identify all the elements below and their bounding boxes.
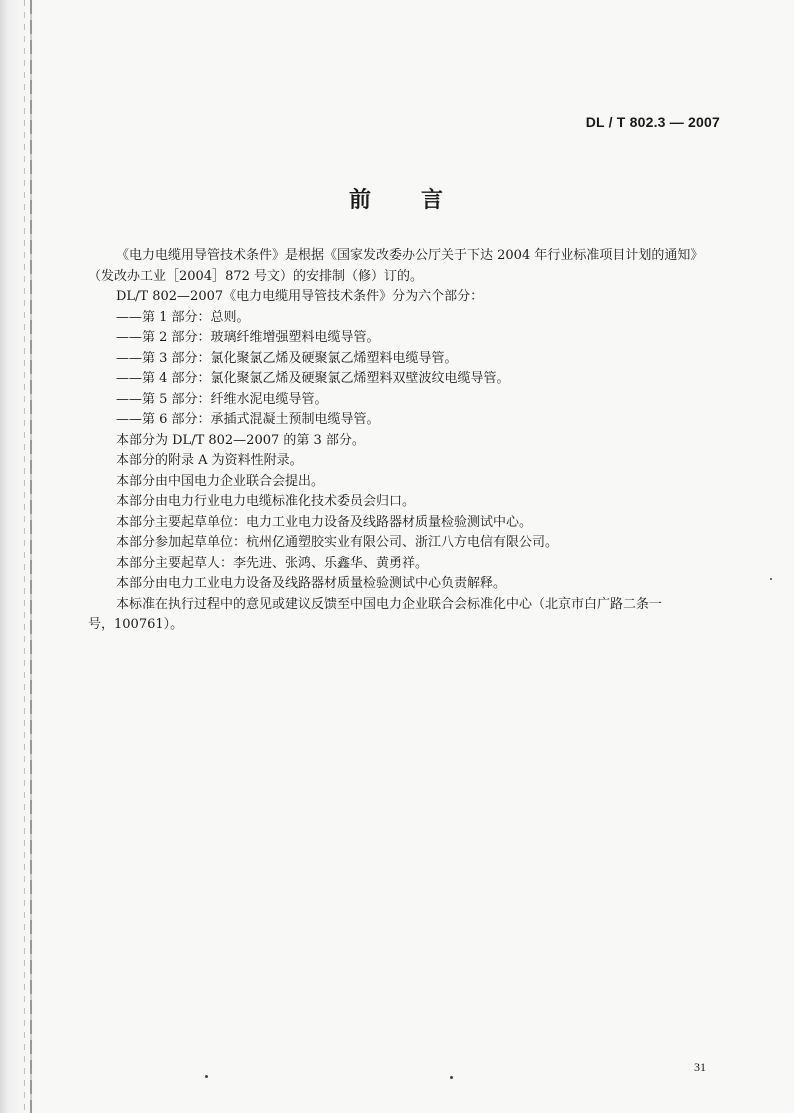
title-char-2: 言 <box>421 187 446 213</box>
body-line-15: 本部分参加起草单位：杭州亿通塑胶实业有限公司、浙江八方电信有限公司。 <box>116 535 559 550</box>
page-title <box>0 183 794 214</box>
body-line-19: 号，100761）。 <box>88 617 184 632</box>
body-line-11: 本部分的附录 A 为资料性附录。 <box>116 453 303 468</box>
body-line-13: 本部分由电力行业电力电缆标准化技术委员会归口。 <box>116 494 416 509</box>
title-char-1: 前 <box>348 187 373 213</box>
body-line-2: （发改办工业［2004］872 号文）的安排制（修）订的。 <box>88 268 424 284</box>
body-line-17: 本部分由电力工业电力设备及线路器材质量检验测试中心负责解释。 <box>116 576 507 591</box>
scan-speck <box>205 1075 208 1078</box>
standard-code: DL / T 802.3 — 2007 <box>585 114 720 130</box>
part-list-item-4: ——第 4 部分：氯化聚氯乙烯及硬聚氯乙烯塑料双壁波纹电缆导管。 <box>116 371 510 386</box>
part-list-item-3: ——第 3 部分：氯化聚氯乙烯及硬聚氯乙烯塑料电缆导管。 <box>116 350 458 366</box>
part-list-item-6: ——第 6 部分：承插式混凝土预制电缆导管。 <box>116 412 380 427</box>
foreword-body <box>88 246 738 636</box>
body-line-18: 本标准在执行过程中的意见或建议反馈至中国电力企业联合会标准化中心（北京市白广路二条一 <box>116 596 663 612</box>
part-list-item-2: ——第 2 部分：玻璃纤维增强塑料电缆导管。 <box>116 330 380 345</box>
body-line-12: 本部分由中国电力企业联合会提出。 <box>116 473 325 489</box>
scan-speck <box>450 1076 453 1079</box>
body-line-3: DL/T 802—2007《电力电缆用导管技术条件》分为六个部分： <box>116 289 484 304</box>
page-number: 31 <box>694 1060 706 1074</box>
scan-spine-line-secondary <box>24 0 25 1113</box>
part-list-item-5: ——第 5 部分：纤维水泥电缆导管。 <box>116 391 328 407</box>
scan-speck <box>770 578 772 580</box>
body-line-14: 本部分主要起草单位：电力工业电力设备及线路器材质量检验测试中心。 <box>116 514 533 530</box>
body-line-16: 本部分主要起草人：李先进、张鸿、乐鑫华、黄勇祥。 <box>116 555 429 571</box>
body-line-10: 本部分为 DL/T 802—2007 的第 3 部分。 <box>116 432 365 448</box>
body-line-1: 《电力电缆用导管技术条件》是根据《国家发改委办公厅关于下达 2004 年行业标准项目计划的通知》 <box>116 248 704 263</box>
scan-spine-line <box>30 0 32 1113</box>
scan-binding-edge <box>0 0 42 1113</box>
part-list-item-1: ——第 1 部分：总则。 <box>116 309 250 325</box>
